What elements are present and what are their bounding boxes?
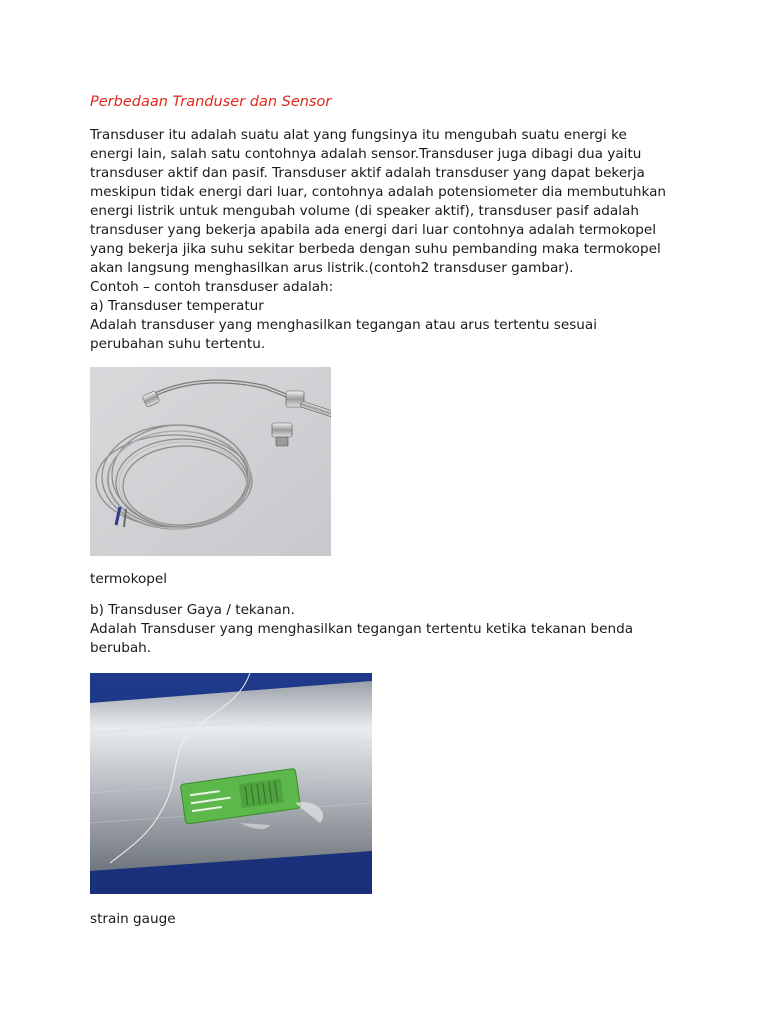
- strain-gauge-photo: [90, 673, 372, 894]
- text-line: berubah.: [90, 640, 152, 656]
- text-line: energi lain, salah satu contohnya adalah sensor.Transduser juga dibagi dua yaitu: [90, 146, 642, 162]
- text-line: meskipun tidak energi dari luar, contohnya adalah potensiometer dia membutuhkan: [90, 184, 667, 200]
- text-line: energi listrik untuk mengubah volume (di speaker aktif), transduser pasif adalah: [90, 203, 639, 219]
- text-line: akan langsung menghasilkan arus listrik.(contoh2 transduser gambar).: [90, 260, 574, 276]
- text-line: transduser yang bekerja apabila ada energi dari luar contohnya adalah termokopel: [90, 222, 657, 238]
- text-line: b) Transduser Gaya / tekanan.: [90, 602, 295, 618]
- section-b-paragraph: [90, 601, 633, 658]
- text-line: Contoh – contoh transduser adalah:: [90, 279, 334, 295]
- intro-paragraph: [90, 126, 690, 354]
- figure2-caption: strain gauge: [90, 911, 176, 927]
- figure1-caption: termokopel: [90, 571, 168, 587]
- document-body: [90, 92, 690, 354]
- text-line: a) Transduser temperatur: [90, 298, 264, 314]
- text-line: perubahan suhu tertentu.: [90, 336, 266, 352]
- text-line: transduser aktif dan pasif. Transduser aktif adalah transduser yang dapat bekerja: [90, 165, 645, 181]
- text-line: yang bekerja jika suhu sekitar berbeda dengan suhu pembanding maka termokopel: [90, 241, 661, 257]
- document-title: Perbedaan Tranduser dan Sensor: [90, 94, 332, 110]
- thermocouple-photo: [90, 367, 331, 556]
- text-line: Adalah Transduser yang menghasilkan tegangan tertentu ketika tekanan benda: [90, 621, 634, 637]
- text-line: Adalah transduser yang menghasilkan tegangan atau arus tertentu sesuai: [90, 317, 598, 333]
- text-line: Transduser itu adalah suatu alat yang fungsinya itu mengubah suatu energi ke: [90, 127, 627, 143]
